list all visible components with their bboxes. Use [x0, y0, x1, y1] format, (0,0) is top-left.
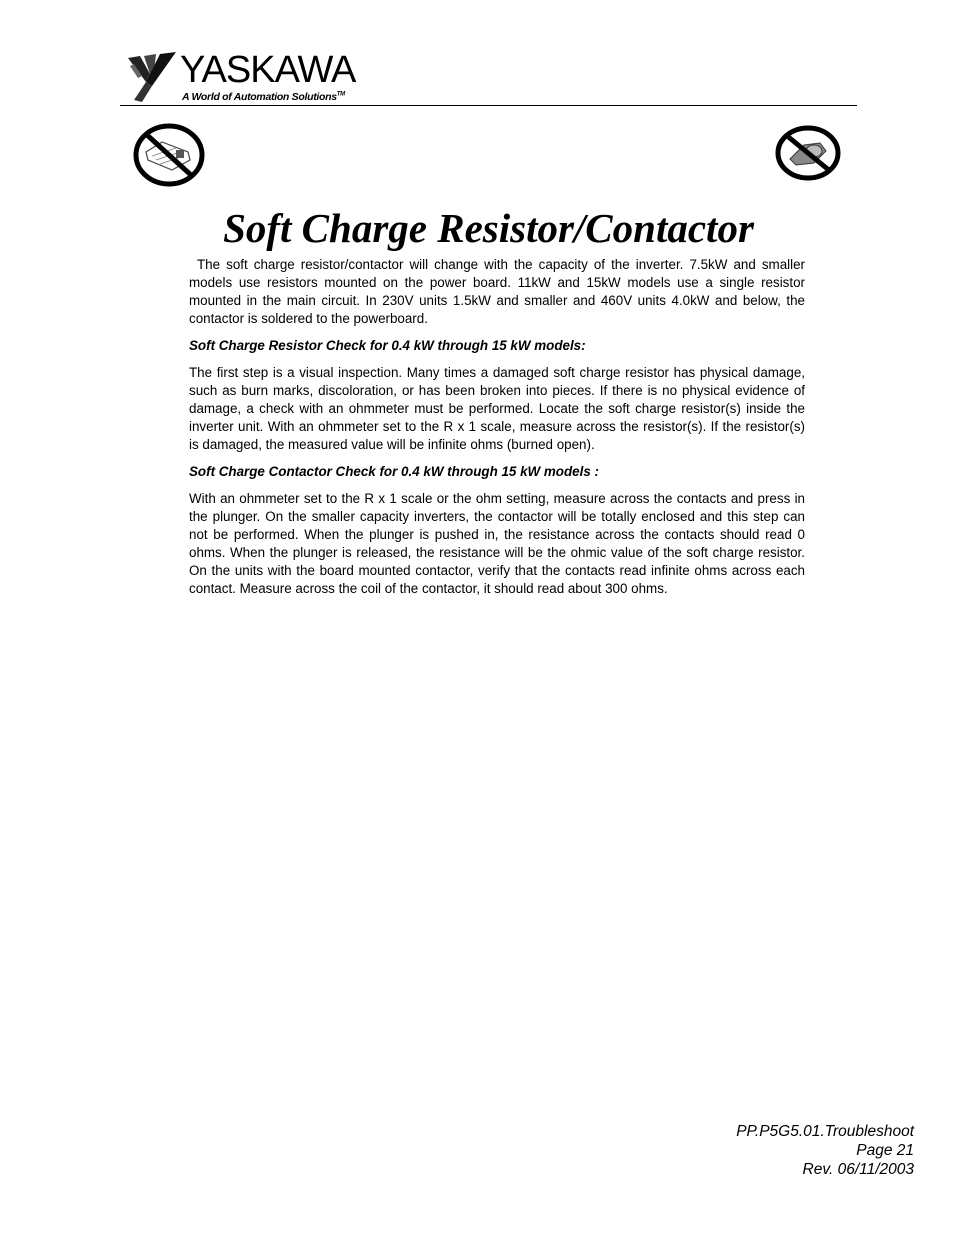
- no-touch-component-icon: [132, 122, 206, 188]
- brand-tagline: A World of Automation Solutions™: [182, 91, 345, 103]
- page-number: Page 21: [856, 1142, 914, 1159]
- resistor-check-heading: Soft Charge Resistor Check for 0.4 kW through 15 kW models:: [189, 338, 586, 353]
- revision-date: Rev. 06/11/2003: [802, 1161, 914, 1178]
- no-probe-icon: [774, 125, 842, 181]
- header-rule: [120, 105, 857, 106]
- contactor-check-heading: Soft Charge Contactor Check for 0.4 kW through 15 kW models :: [189, 464, 599, 479]
- brand-name: YASKAWA: [180, 49, 356, 91]
- document-id: PP.P5G5.01.Troubleshoot: [736, 1123, 914, 1140]
- page-footer: [736, 1122, 914, 1179]
- intro-paragraph: The soft charge resistor/contactor will change with the capacity of the inverter. 7.5kW and smaller models use resistors mounted on the power board. 11kW and 15kW models use a single resistor mounted in the main circuit. In 230V units 1.5kW and smaller and 460V units 4.0kW and below, the contactor is soldered to the powerboard.: [189, 257, 805, 326]
- page-title: Soft Charge Resistor/Contactor: [223, 205, 754, 251]
- yaskawa-logo-icon: [126, 52, 178, 102]
- document-body: [189, 256, 805, 607]
- contactor-check-paragraph: With an ohmmeter set to the R x 1 scale or the ohm setting, measure across the contacts and press in the plunger. On the smaller capacity inverters, the contactor will be totally enclosed and this step can not be performed. When the plunger is pushed in, the resistance across the contacts should read 0 ohms. When the plunger is released, the resistance will be the ohmic value of the soft charge resistor. On the units with the board mounted contactor, verify that the contacts read infinite ohms across each contact. Measure across the coil of the contactor, it should read about 300 ohms.: [189, 491, 805, 596]
- page-header: [120, 44, 857, 106]
- resistor-check-paragraph: The first step is a visual inspection. Many times a damaged soft charge resistor has physical damage, such as burn marks, discoloration, or has been broken into pieces. If there is no physical evidence of damage, a check with an ohmmeter must be performed. Locate the soft charge resistor(s) inside the inverter unit. With an ohmmeter set to the R x 1 scale, measure across the resistor(s). If the resistor(s) is damaged, the measured value will be infinite ohms (burned open).: [189, 365, 805, 452]
